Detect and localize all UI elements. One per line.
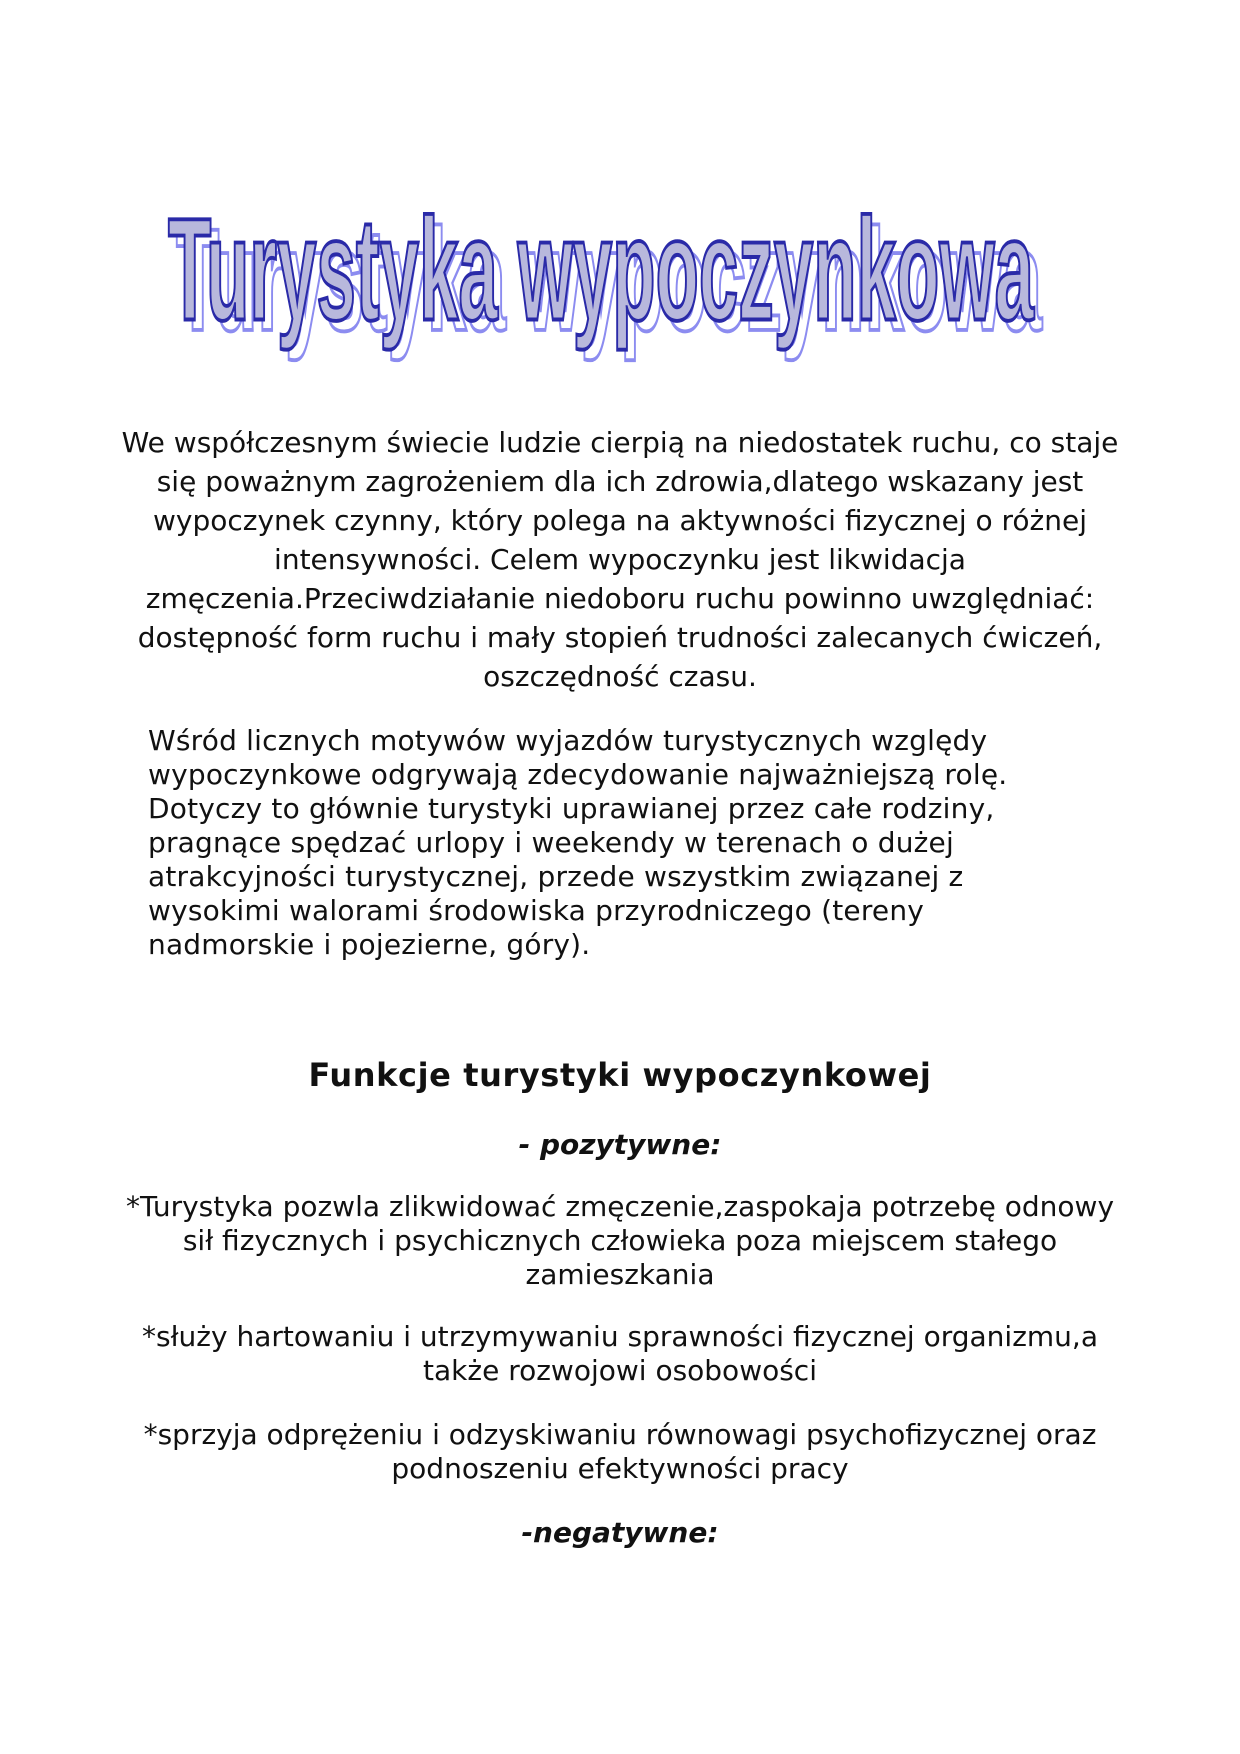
wordart-title-text: Turystyka wypoczynkowa (167, 187, 1035, 351)
wordart-title (152, 180, 1052, 370)
section-heading: Funkcje turystyki wypoczynkowej (308, 1056, 932, 1094)
positive-item: *sprzyja odprężeniu i odzyskiwaniu równowagi psychofizycznej oraz podnoszeniu efektywności pracy (143, 1418, 1097, 1485)
wordart-title-shadow: Turystyka wypoczynkowa (176, 197, 1043, 362)
positive-item: *Turystyka pozwla zlikwidować zmęczenie,zaspokaja potrzebę odnowy sił fizycznych i psychicznych człowieka poza miejscem stałego zamieszkania (125, 1190, 1115, 1291)
positive-label: - pozytywne: (518, 1128, 722, 1161)
positive-item: *służy hartowaniu i utrzymywaniu sprawności fizycznej organizmu,a także rozwojowi osobowości (142, 1320, 1098, 1387)
intro-paragraph: We współczesnym świecie ludzie cierpią na niedostatek ruchu, co staje się poważnym zagrożeniem dla ich zdrowia,dlatego wskazany jest wypoczynek czynny, który polega na aktywności fizycznej o różnej intensywności. Celem wypoczynku jest likwidacja zmęczenia.Przeciwdziałanie niedoboru ruchu powinno uwzględniać: dostępność form ruchu i mały stopień trudności zalecanych ćwiczeń, oszczędność czasu. (121, 426, 1119, 693)
negative-label: -negatywne: (521, 1516, 719, 1549)
wordart-title-graphic (152, 180, 1052, 370)
motives-paragraph: Wśród licznych motywów wyjazdów turystycznych względy wypoczynkowe odgrywają zdecydowanie najważniejszą rolę. Dotyczy to głównie turystyki uprawianej przez całe rodziny, pragnące spędzać urlopy i weekendy w terenach o dużej atrakcyjności turystycznej, przede wszystkim związanej z wysokimi walorami środowiska przyrodniczego (tereny nadmorskie i pojezierne, góry). (148, 724, 1008, 961)
